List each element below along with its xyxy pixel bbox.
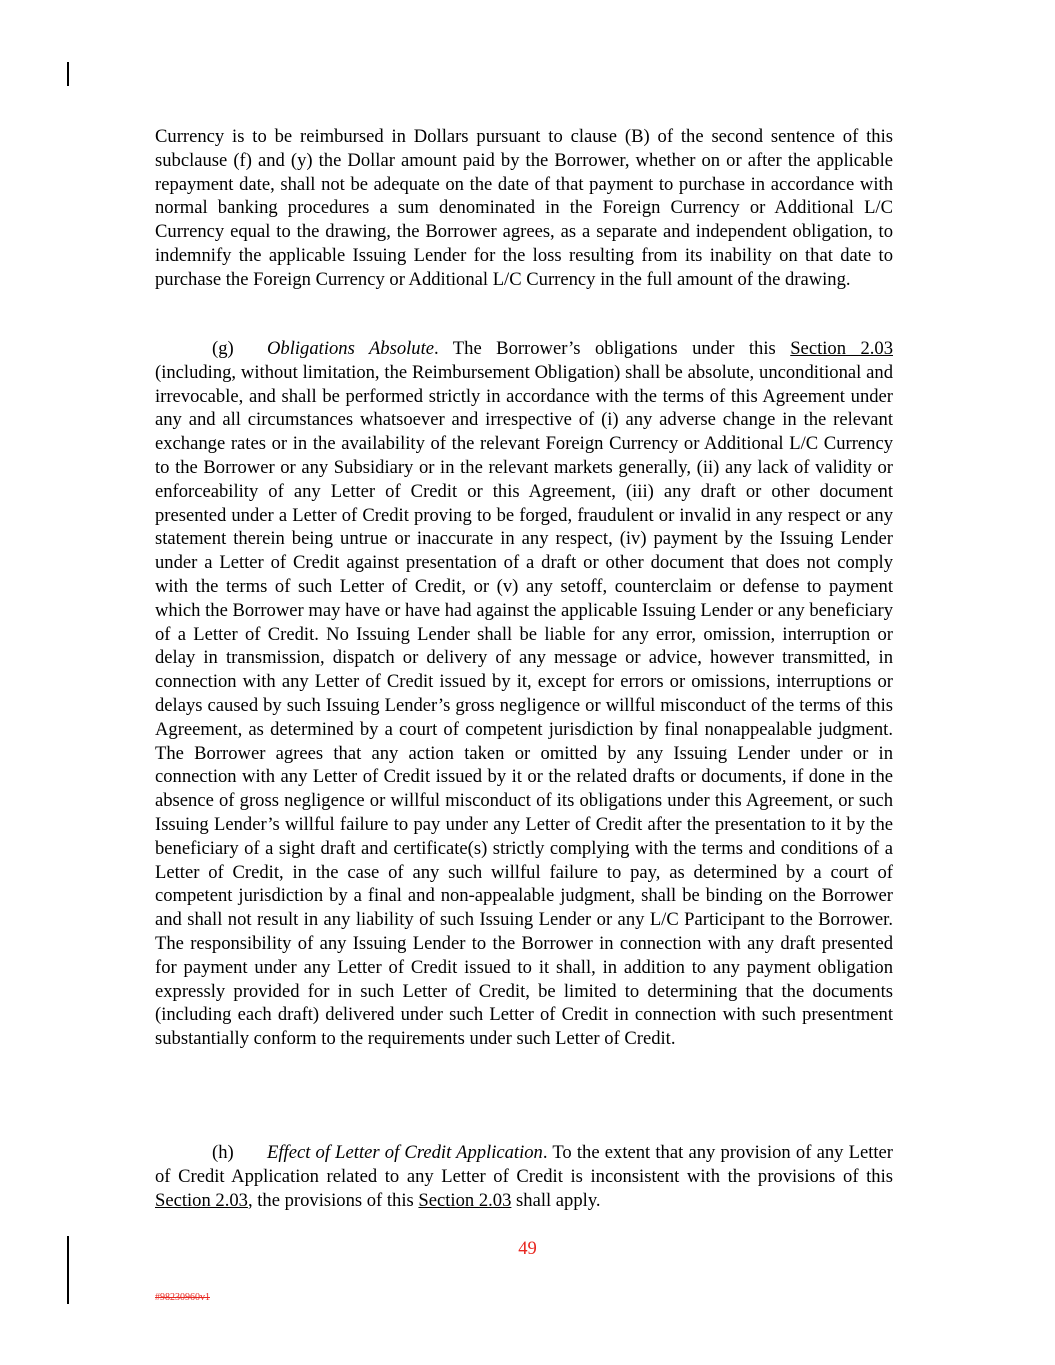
section-reference: Section 2.03 — [418, 1189, 512, 1211]
clause-lead-g: . The Borrower’s obligations under this — [434, 338, 791, 359]
page-number: 49 — [518, 1238, 537, 1259]
clause-lead-h: . To the extent that any provision of any Letter of Credit Application related to any Letter of Credit is inconsistent with the provisions of this — [155, 1142, 893, 1187]
clause-middle-h: , the provisions of this — [247, 1189, 419, 1211]
paragraph-h — [155, 1141, 893, 1212]
paragraph-f-continuation: Currency is to be reimbursed in Dollars pursuant to clause (B) of the second sentence of this subclause (f) and (y) the Dollar amount paid by the Borrower, whether on or after the applicable repayment date, shall not be adequate on the date of that payment to purchase in accordance with normal banking procedures a sum denominated in the Foreign Currency or Additional L/C Currency equal to the drawing, the Borrower agrees, as a separate and independent obligation, to indemnify the applicable Issuing Lender for the loss resulting from its inability on that date to purchase the Foreign Currency or Additional L/C Currency in the full amount of the drawing. — [155, 126, 893, 290]
document-id: #98230960v1 — [155, 1292, 210, 1303]
clause-body-g: (including, without limitation, the Reimbursement Obligation) shall be absolute, unconditional and irrevocable, and shall be performed strictly in accordance with the terms of this Agreement under any and all circumstances whatsoever and irrespective of (i) any adverse change in the relevant exchange rates or in the availability of the relevant Foreign Currency or Additional L/C Currency to the Borrower or any Subsidiary or in the relevant markets generally, (ii) any lack of validity or enforceability of any Letter of Credit or this Agreement, (iii) any draft or other document presented under a Letter of Credit proving to be forged, fraudulent or invalid in any respect or any statement therein being untrue or inaccurate in any respect, (iv) payment by the Issuing Lender under a Letter of Credit against presentation of a draft or other document that does not comply with the terms of such Letter of Credit, or (v) any setoff, counterclaim or defense to payment which the Borrower may have or have had against the applicable Issuing Lender or any beneficiary of a Letter of Credit. No Issuing Lender shall be liable for any error, omission, interruption or delay in transmission, dispatch or delivery of any message or advice, however transmitted, in connection with any Letter of Credit issued by it, except for errors or omissions, interruptions or delays caused by such Issuing Lender’s gross negligence or willful misconduct of the terms of this Agreement, as determined by a court of competent jurisdiction by final nonappealable judgment. The Borrower agrees that any action taken or omitted by any Issuing Lender under or in connection with any Letter of Credit issued by it or the related drafts or documents, if done in the absence of gross negligence or willful misconduct of its obligations under this Agreement, or such Issuing Lender’s willful failure to pay under any Letter of Credit after the presentation to it by the beneficiary of a sight draft and certificate(s) strictly complying with the terms and conditions of a Letter of Credit, in the case of any such willful failure to pay, as determined by a court of competent jurisdiction by a final and non-appealable judgment, shall be binding on the Borrower and shall not result in any liability of such Issuing Lender or any L/C Participant to the Borrower. The responsibility of any Issuing Lender to the Borrower in connection with any draft presented for payment under any Letter of Credit issued to it shall, in addition to any payment obligation expressly provided for in such Letter of Credit, be limited to determining that the documents (including each draft) delivered under such Letter of Credit in connection with such presentment substantially conform to the requirements under such Letter of Credit. — [155, 361, 893, 1050]
paragraph-g — [155, 337, 893, 1051]
clause-heading-g: Obligations Absolute — [267, 338, 435, 359]
clause-heading-h: Effect of Letter of Credit Application — [267, 1142, 543, 1163]
clause-label-g: (g) — [212, 338, 234, 359]
change-bar-top — [67, 62, 69, 86]
clause-label-h: (h) — [212, 1142, 234, 1163]
clause-tail-h: shall apply. — [511, 1189, 601, 1211]
section-reference: Section 2.03 — [790, 338, 893, 359]
section-reference: Section 2.03 — [155, 1189, 248, 1211]
